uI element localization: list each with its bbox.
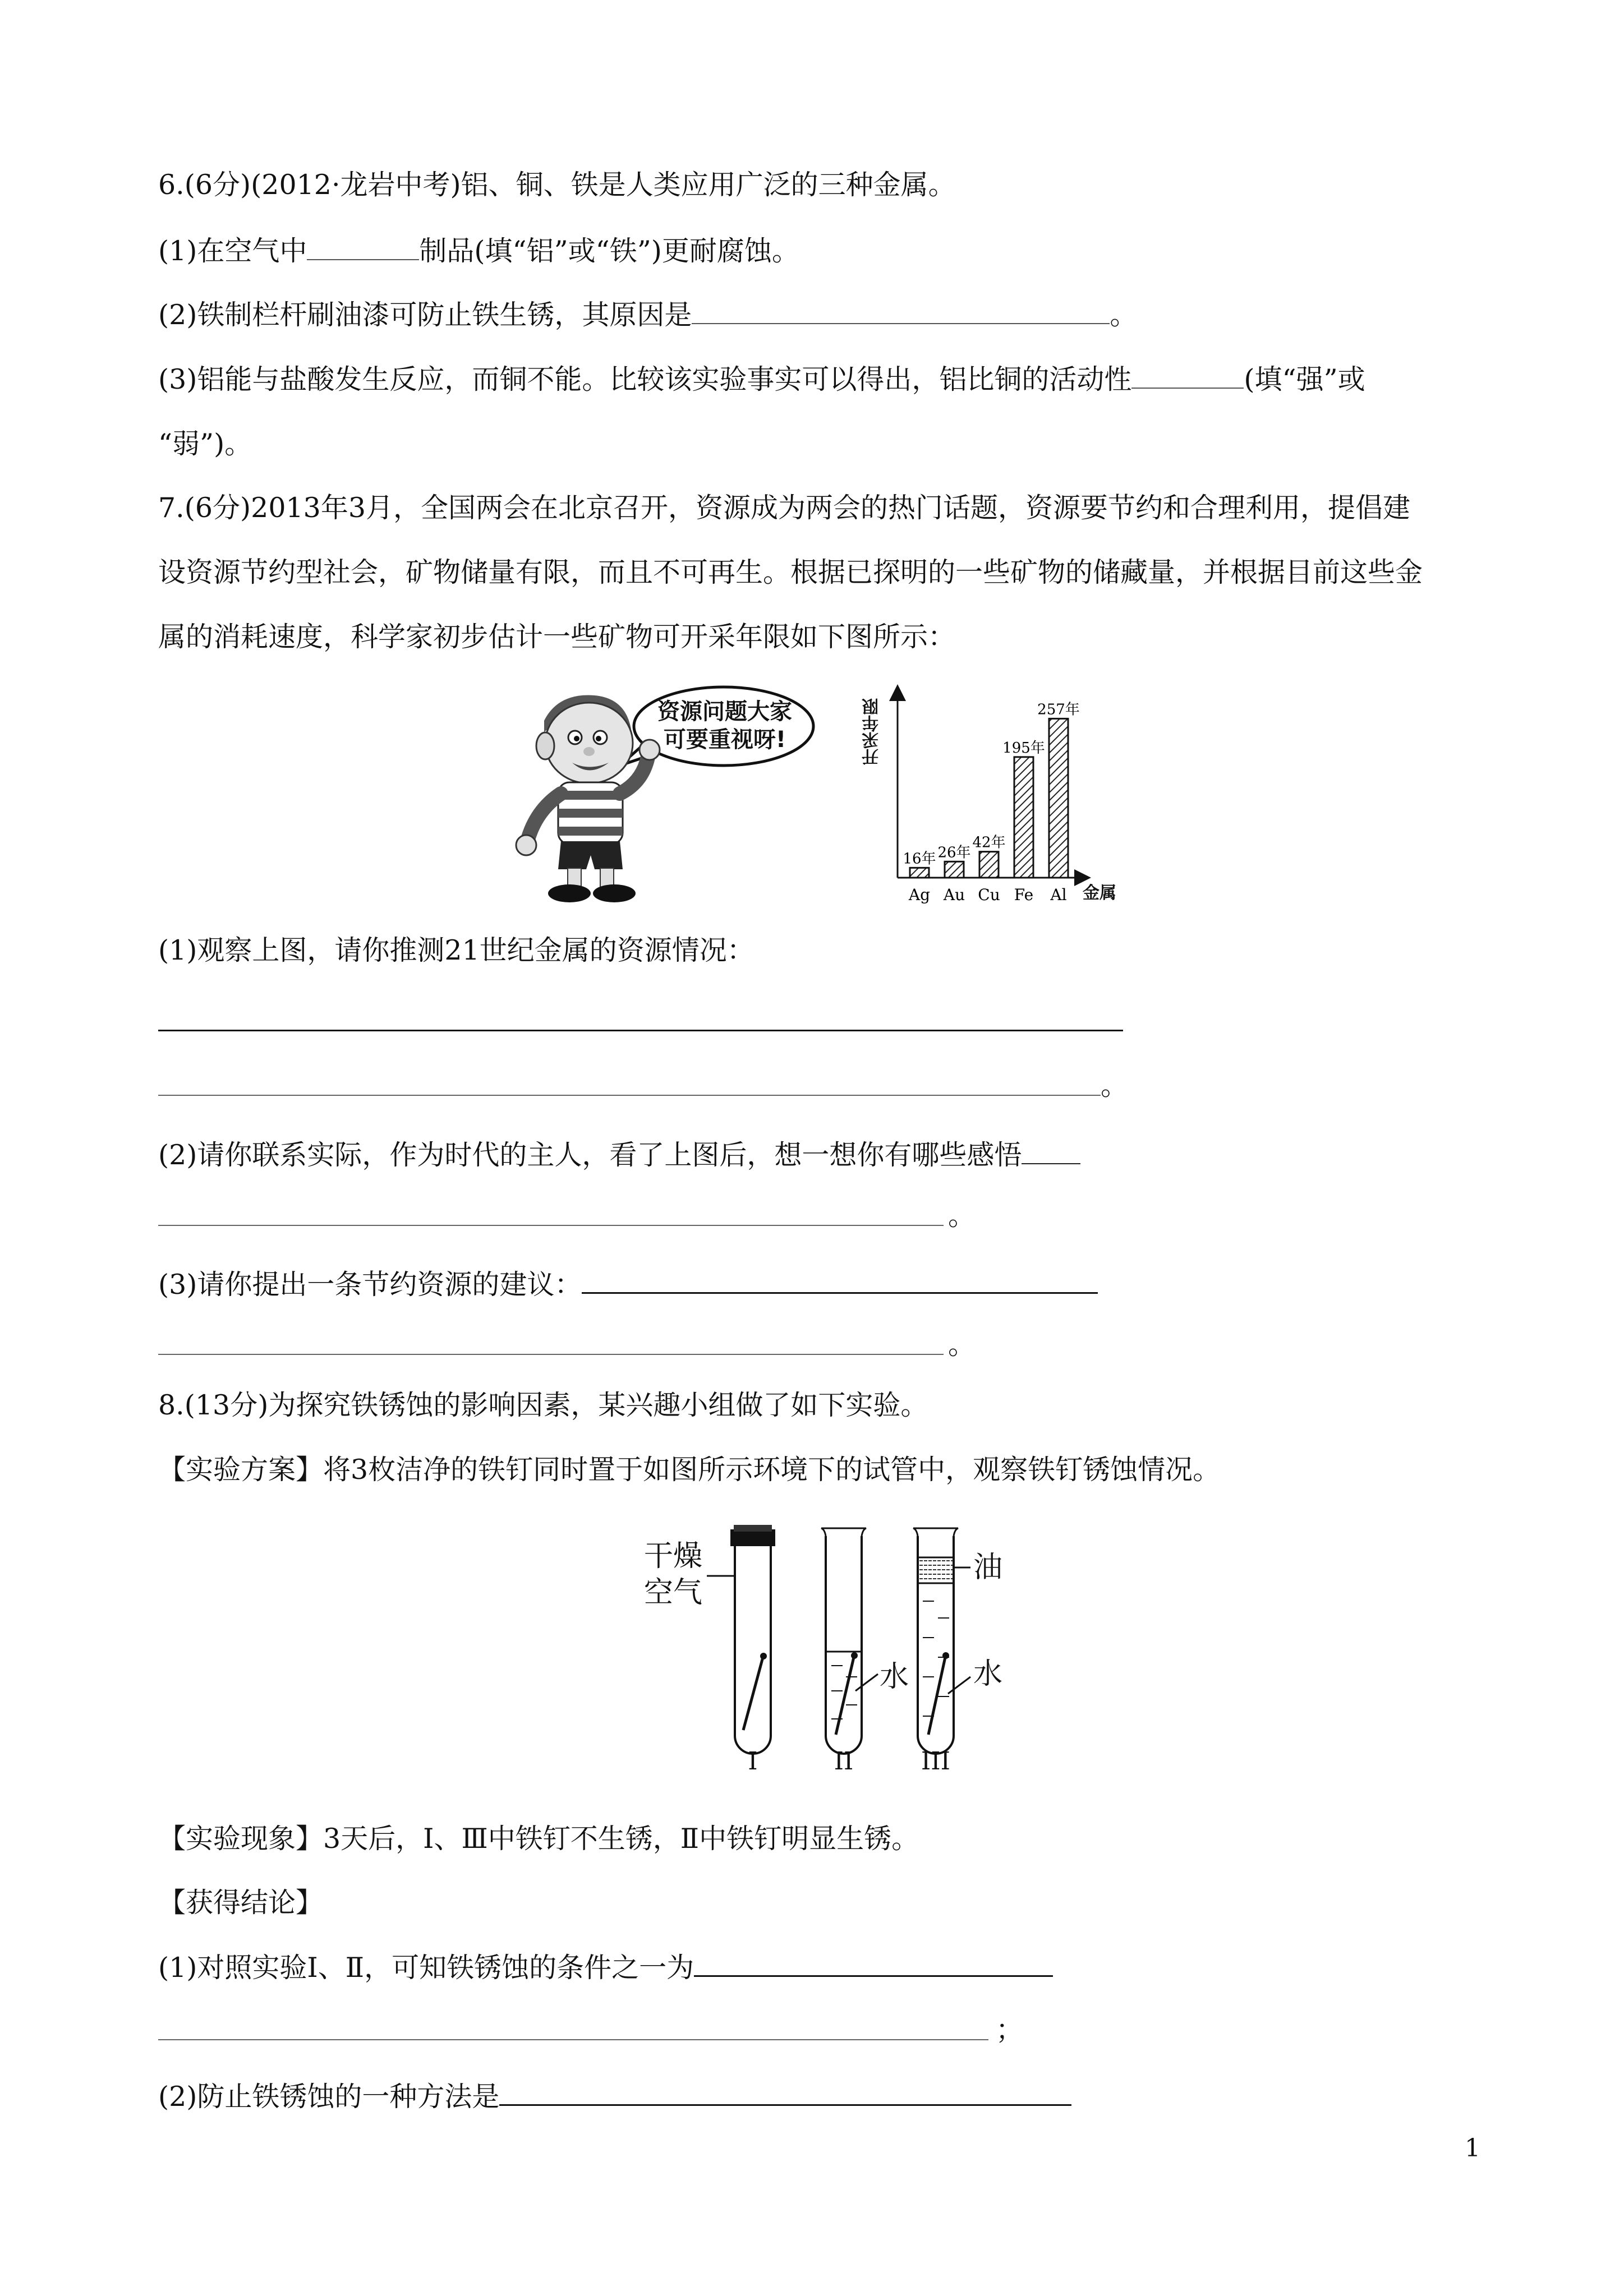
bar-fe [1014,757,1033,878]
tick-label-au: Au [943,886,965,904]
dry-air-label-2: 空气 [644,1576,703,1610]
water-label-2: 水 [880,1660,909,1694]
tube-3 [913,1528,958,1754]
bar-al [1049,718,1068,878]
tube-2-label: II [834,1747,854,1776]
q8-conclusion-2-blank[interactable] [499,2080,1071,2106]
data-label-fe: 195年 [1002,739,1045,757]
q8-conclusion-1-answer-line[interactable] [158,2039,988,2040]
q6-part3 [158,363,1365,397]
q8-conclusion-title: 【获得结论】 [158,1887,324,1919]
q7-part1-answer-line2[interactable] [158,1095,1101,1096]
bar-au [945,861,964,878]
q7-part3-text: (3)请你提出一条节约资源的建议： [158,1269,582,1301]
q6-part1 [158,234,799,268]
q6-part1-text-a: (1)在空气中 [158,235,307,267]
q8-conclusion-1-end: ； [996,2014,1024,2046]
speech-bubble-line1: 资源问题大家 [657,699,792,725]
q8-conclusion-1-blank[interactable] [694,1951,1053,1977]
q6-part3-blank[interactable] [1131,363,1244,389]
q6-part2-blank[interactable] [692,298,1110,324]
q6-part1-blank[interactable] [307,234,419,260]
water-2-pointer [855,1674,878,1691]
tick-label-fe: Fe [1014,886,1034,904]
tick-label-al: Al [1050,886,1067,904]
data-label-al: 257年 [1037,701,1080,718]
q8-conclusion-1 [158,1951,1053,1985]
mining-years-chart [858,681,1128,917]
q6-stem: 6.(6分)(2012·龙岩中考)铝、铜、铁是人类应用广泛的三种金属。 [158,169,956,201]
tick-label-cu: Cu [978,886,1000,904]
tube-3-label: III [921,1747,951,1776]
q7-stem-line1: 7.(6分)2013年3月，全国两会在北京召开，资源成为两会的热门话题，资源要节约和合理利用，提倡建 [158,492,1411,524]
y-axis-label: 开采年限 [862,698,882,766]
q8-conclusion-1-text: (1)对照实验Ⅰ、Ⅱ，可知铁锈蚀的条件之一为 [158,1952,694,1984]
water-3-pointer [948,1677,970,1694]
q6-part3-text-b: (填“强”或 [1244,363,1365,395]
q7-part1: (1)观察上图，请你推测21世纪金属的资源情况： [158,934,755,966]
q7-part3 [158,1267,1098,1302]
q8-conclusion-2 [158,2080,1071,2114]
test-tube-diagram [634,1523,1027,1781]
q6-part2-text-a: (2)铁制栏杆刷油漆可防止铁生锈，其原因是 [158,299,692,331]
water-label-3: 水 [973,1657,1003,1691]
mining-years-chart-svg [858,681,1128,917]
q7-part3-end: 。 [948,1329,976,1361]
q6-part2 [158,298,1137,332]
q8-stem: 8.(13分)为探究铁锈蚀的影响因素，某兴趣小组做了如下实验。 [158,1389,928,1421]
tube-2 [821,1528,866,1754]
q7-part1-end: 。 [1101,1069,1129,1101]
q7-part3-answer-line[interactable] [158,1354,944,1355]
data-label-cu: 42年 [972,834,1006,851]
tube-1 [730,1525,775,1754]
data-label-ag: 16年 [903,850,936,868]
q7-part2 [158,1138,1080,1172]
q7-stem-line3: 属的消耗速度，科学家初步估计一些矿物可开采年限如下图所示： [158,621,956,653]
q7-part1-answer-line1[interactable] [158,1030,1123,1031]
q7-part3-blank[interactable] [582,1267,1098,1294]
q7-stem-line2: 设资源节约型社会，矿物储量有限，而且不可再生。根据已探明的一些矿物的储藏量，并根据目前这些金 [158,556,1423,588]
q7-part2-answer-line[interactable] [158,1225,944,1226]
tube-1-label: I [748,1747,758,1776]
x-axis-label: 金属 [1083,883,1116,903]
tick-label-ag: Ag [908,886,931,904]
q6-part1-text-b: 制品(填“铝”或“铁”)更耐腐蚀。 [419,235,799,267]
q6-part3-text-a: (3)铝能与盐酸发生反应，而铜不能。比较该实验事实可以得出，铝比铜的活动性 [158,363,1132,395]
data-label-au: 26年 [937,844,971,861]
q8-plan: 【实验方案】将3枚洁净的铁钉同时置于如图所示环境下的试管中，观察铁钉锈蚀情况。 [158,1454,1221,1486]
q7-part2-text: (2)请你联系实际，作为时代的主人，看了上图后，想一想你有哪些感悟 [158,1139,1022,1171]
q6-part2-text-b: 。 [1110,299,1138,331]
speech-bubble-line2: 可要重视呀! [663,727,786,753]
page-number: 1 [1465,2134,1480,2163]
q7-part2-blank[interactable] [1022,1138,1080,1164]
oil-label: 油 [973,1551,1003,1584]
q8-phenomenon: 【实验现象】3天后，Ⅰ、Ⅲ中铁钉不生锈，Ⅱ中铁钉明显生锈。 [158,1823,919,1855]
bar-cu [979,852,999,878]
q8-conclusion-2-text: (2)防止铁锈蚀的一种方法是 [158,2081,500,2113]
q6-part3-cont: “弱”)。 [158,428,252,460]
q7-part2-end: 。 [948,1200,976,1232]
cartoon-figure [505,681,819,906]
bar-ag [910,868,929,878]
dry-air-label-1: 干燥 [644,1539,703,1573]
